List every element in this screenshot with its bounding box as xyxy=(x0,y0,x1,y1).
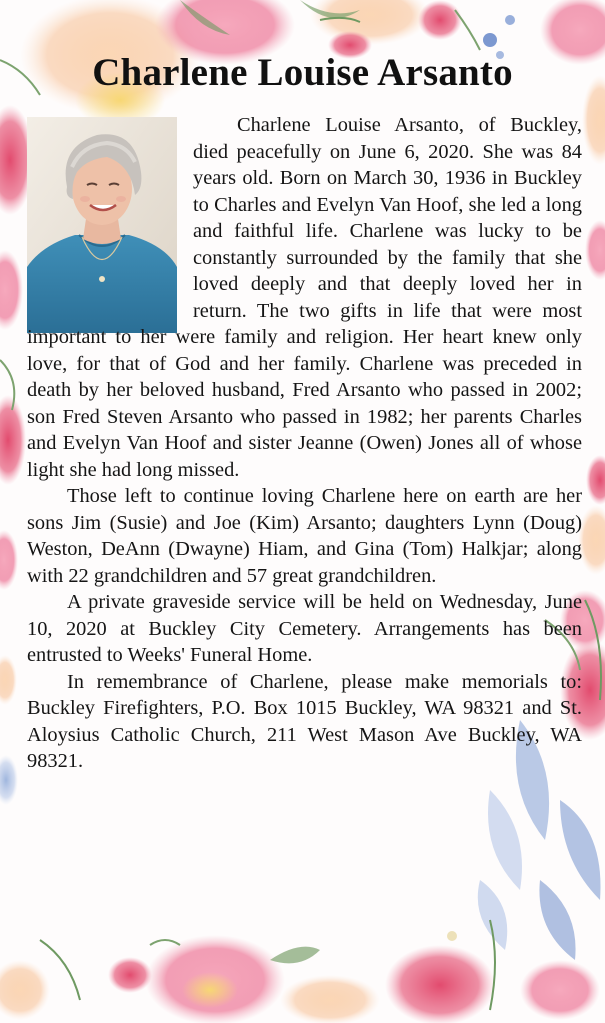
paragraph-survivors: Those left to continue loving Charlene here on earth are her sons Jim (Susie) and Joe (Kim) Arsanto; daughters Lynn (Doug) Weston, DeAnn (Dwayne) Hiam, and Gina (Tom) Halkjar; along with 22 grandchildren and 57 great grandchildren. xyxy=(27,485,582,587)
paragraph-biography: Charlene Louise Arsanto, of Buckley, died peacefully on June 6, 2020. She was 84 years old. Born on March 30, 1936 in Buckley to Charles and Evelyn Van Hoof, she led a long and faithful life. Charlene was lucky to be constantly surrounded by the family that she loved deeply and that deeply loved her in return. The two gifts in life that were most important to her were family and religion. Her heart knew only love, for that of God and her family. Charlene was preceded in death by her beloved husband, Fred Arsanto who passed in 2002; son Fred Steven Arsanto who passed in 1982; her parents Charles and Evelyn Van Hoof and sister Jeanne (Owen) Jones all of whose light she had long missed. xyxy=(27,114,582,481)
paragraph-memorials: In remembrance of Charlene, please make memorials to: Buckley Firefighters, P.O. Box 1015 Buckley, WA 98321 and St. Aloysius Catholic Church, 211 West Mason Ave Buckley, WA 98321. xyxy=(27,670,582,772)
obituary-body xyxy=(27,112,582,775)
obituary-name-heading: Charlene Louise Arsanto xyxy=(92,51,513,94)
paragraph-service: A private graveside service will be held on Wednesday, June 10, 2020 at Buckley City Cemetery. Arrangements has been entrusted to Weeks' Funeral Home. xyxy=(27,591,582,666)
